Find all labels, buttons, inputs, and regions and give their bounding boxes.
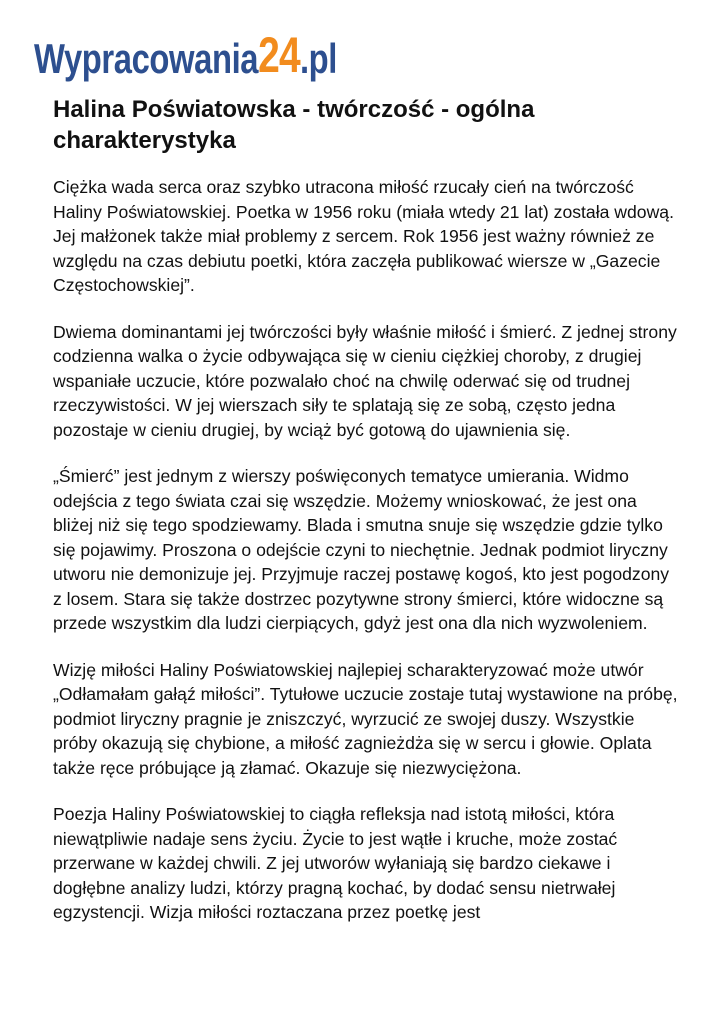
paragraph-5: Poezja Haliny Poświatowskiej to ciągła refleksja nad istotą miłości, która niewątpliwie nadaje sens życiu. Życie to jest wątłe i kruche, może zostać przerwane w każdej chwili. Z jej utworów wyłaniają się bardzo ciekawe i dogłębne analizy ludzi, którzy pragną kochać, by dodać sensu nietrwałej egzystencji. Wizja miłości roztaczana przez poetkę jest: [53, 804, 618, 922]
paragraph-2: Dwiema dominantami jej twórczości były właśnie miłość i śmierć. Z jednej strony codzienna walka o życie odbywająca się w cieniu ciężkiej choroby, z drugiej wspaniałe uczucie, które pozwalało choć na chwilę oderwać się od trudnej rzeczywistości. W jej wierszach siły te splatają się ze sobą, często jedna pozostaje w cieniu drugiej, by wciąż być gotową do ujawnienia się.: [53, 321, 677, 440]
paragraph-3: „Śmierć” jest jednym z wierszy poświęconych tematyce umierania. Widmo odejścia z tego świata czai się wszędzie. Możemy wnioskować, że jest ona bliżej niż się tego spodziewamy. Blada i smutna snuje się wszędzie gdzie tylko się pojawimy. Proszona o odejście czyni to niechętnie. Jednak podmiot liryczny utworu nie demonizuje jej. Przyjmuje raczej postawę kogoś, kto jest pogodzony z losem. Stara się także dostrzec pozytywne strony śmierci, które widoczne są przede wszystkim dla ludzi cierpiących, gdyż jest ona dla nich wyzwoleniem.: [53, 466, 670, 633]
article-body: [53, 175, 681, 947]
paragraph-4: Wizję miłości Haliny Poświatowskiej najlepiej scharakteryzować może utwór „Odłamałam gałąź miłości”. Tytułowe uczucie zostaje tutaj wystawione na próbę, podmiot liryczny pragnie je zniszczyć, wyrzucić ze swojej duszy. Wszystkie próby okazują się chybione, a miłość zagnieżdża się w sercu i głowie. Oplata także ręce próbujące ją złamać. Okazuje się niezwyciężona.: [53, 659, 678, 778]
logo-text-main: Wypracowania: [34, 35, 259, 82]
logo-text-number: 24: [258, 27, 300, 83]
site-logo[interactable]: [34, 18, 337, 83]
page-title: Halina Poświatowska - twórczość - ogólna charakterystyka: [53, 96, 535, 154]
logo-text-tld: .pl: [299, 35, 337, 82]
paragraph-1: Ciężka wada serca oraz szybko utracona miłość rzucały cień na twórczość Haliny Poświatowskiej. Poetka w 1956 roku (miała wtedy 21 lat) została wdową. Jej małżonek także miał problemy z sercem. Rok 1956 jest ważny również ze względu na czas debiutu poetki, która zaczęła publikować wiersze w „Gazecie Częstochowskiej”.: [53, 177, 674, 295]
